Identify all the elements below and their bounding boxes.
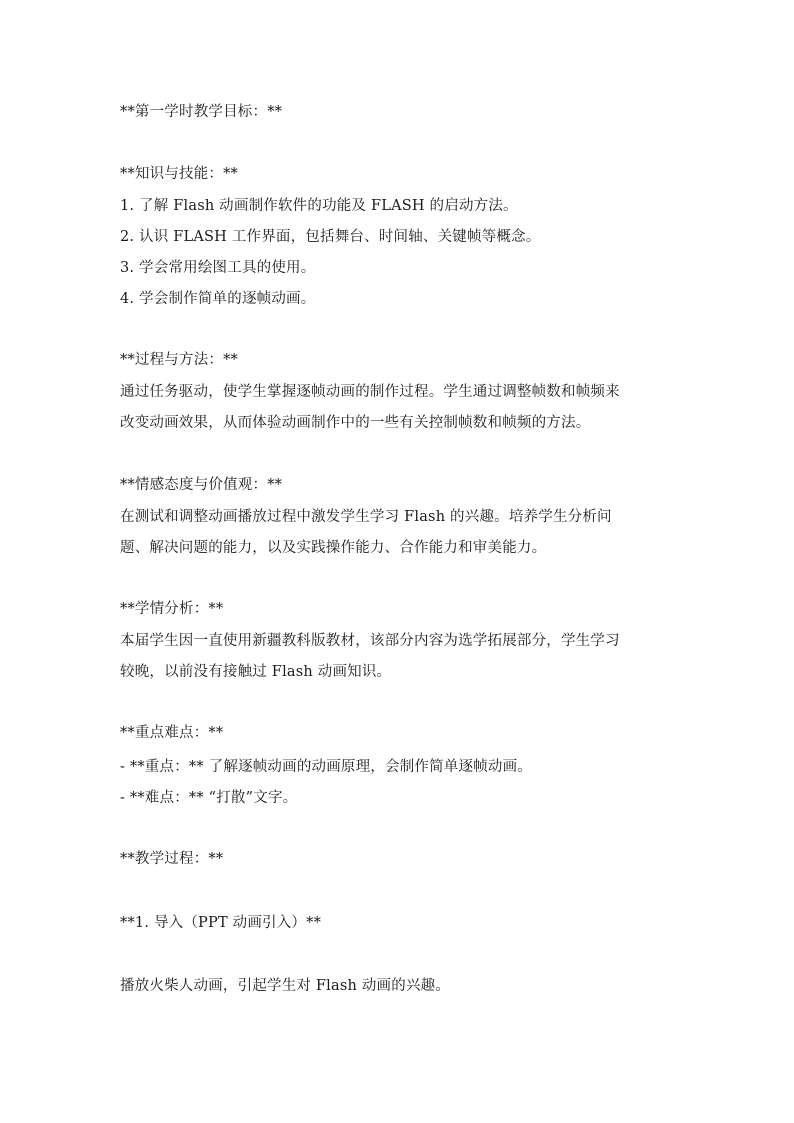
step1-text: 播放火柴人动画，引起学生对 Flash 动画的兴趣。	[120, 978, 451, 994]
analysis-line: 较晚，以前没有接触过 Flash 动画知识。	[120, 664, 392, 680]
emotion-line: 在测试和调整动画播放过程中激发学生学习 Flash 的兴趣。培养学生分析问	[120, 509, 612, 525]
key-point-item: - **重点：** 了解逐帧动画的动画原理，会制作简单逐帧动画。	[120, 759, 533, 775]
key-point-item: - **难点：** “打散”文字。	[120, 790, 298, 806]
teaching-process-heading: **教学过程：**	[120, 851, 224, 867]
process-line: 改变动画效果，从而体验动画制作中的一些有关控制帧数和帧频的方法。	[120, 415, 591, 431]
goal-heading: **第一学时教学目标：**	[120, 104, 283, 120]
emotion-line: 题、解决问题的能力，以及实践操作能力、合作能力和审美能力。	[120, 540, 547, 556]
analysis-heading: **学情分析：**	[120, 601, 224, 617]
knowledge-item: 3. 学会常用绘图工具的使用。	[120, 260, 316, 276]
process-heading: **过程与方法：**	[120, 352, 238, 368]
knowledge-heading: **知识与技能：**	[120, 166, 238, 182]
knowledge-item: 2. 认识 FLASH 工作界面，包括舞台、时间轴、关键帧等概念。	[120, 229, 541, 245]
knowledge-item: 4. 学会制作简单的逐帧动画。	[120, 291, 316, 307]
step1-heading: **1. 导入（PPT 动画引入）**	[120, 915, 322, 931]
emotion-heading: **情感态度与价值观：**	[120, 477, 283, 493]
process-line: 通过任务驱动，使学生掌握逐帧动画的制作过程。学生通过调整帧数和帧频来	[120, 384, 620, 400]
key-points-heading: **重点难点：**	[120, 725, 224, 741]
analysis-line: 本届学生因一直使用新疆教科版教材，该部分内容为选学拓展部分，学生学习	[120, 633, 620, 649]
knowledge-item: 1. 了解 Flash 动画制作软件的功能及 FLASH 的启动方法。	[120, 198, 518, 214]
